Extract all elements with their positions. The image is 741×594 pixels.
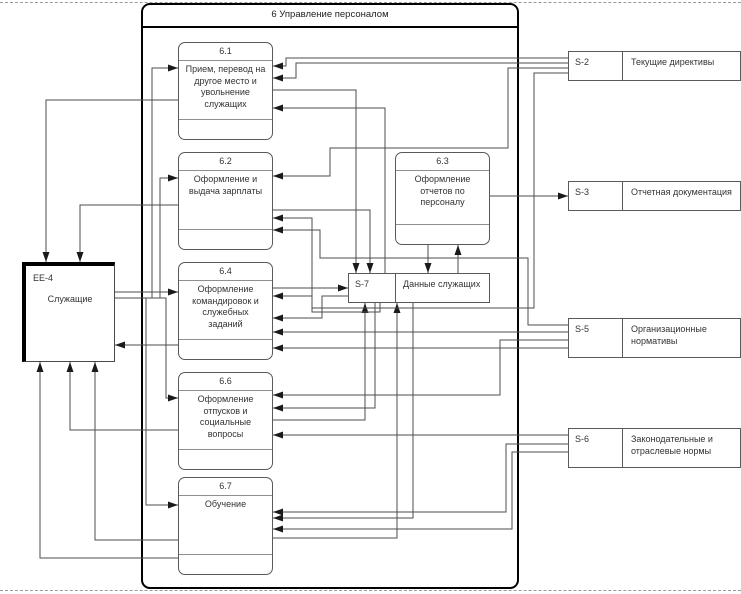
flow-line	[70, 362, 178, 430]
diagram-title: 6 Управление персоналом	[271, 9, 389, 20]
flow-line	[273, 296, 348, 318]
process-footer-band	[179, 119, 272, 139]
flow-line	[273, 444, 568, 512]
process-label: Оформление отпусков и социальные вопросы	[197, 394, 254, 440]
flow-arrowhead	[77, 252, 84, 262]
flow-line	[273, 108, 385, 273]
flow-arrowhead	[273, 526, 283, 533]
flow-line	[115, 298, 178, 505]
process-box-6.7[interactable]	[178, 477, 273, 575]
flow-line	[115, 68, 178, 298]
flow-arrowhead	[37, 362, 44, 372]
process-footer-band	[179, 449, 272, 469]
external-entity-S-3[interactable]	[568, 181, 741, 211]
flow-arrowhead	[273, 392, 283, 399]
flow-arrowhead	[353, 263, 360, 273]
process-number: 6.6	[179, 373, 272, 391]
flow-line	[273, 303, 365, 420]
entity-label: Служащие	[47, 294, 93, 304]
flow-arrowhead	[67, 362, 74, 372]
flow-line	[80, 205, 178, 262]
entity-number: EE-4	[33, 273, 54, 283]
flow-arrowhead	[425, 263, 432, 273]
flow-arrowhead	[168, 289, 178, 296]
flow-arrowhead	[273, 329, 283, 336]
data-store-S-7[interactable]	[348, 273, 490, 303]
process-number: 6.7	[179, 478, 272, 496]
flow-line	[273, 90, 356, 273]
entity-label: Организационные нормативы	[631, 324, 707, 346]
flow-line	[273, 63, 568, 78]
process-box-6.6[interactable]	[178, 372, 273, 470]
flow-arrowhead	[273, 405, 283, 412]
process-number: 6.4	[179, 263, 272, 281]
entity-number: S-5	[569, 319, 623, 357]
flow-arrowhead	[273, 432, 283, 439]
flow-arrowhead	[168, 395, 178, 402]
flow-line	[273, 303, 375, 408]
process-footer-band	[179, 554, 272, 574]
entity-number: S-6	[569, 429, 623, 467]
process-label: Оформление и выдача зарплаты	[188, 174, 263, 196]
process-box-6.4[interactable]	[178, 262, 273, 360]
external-entity-EE-4[interactable]	[22, 262, 115, 362]
flow-line	[273, 58, 568, 66]
flow-arrowhead	[273, 173, 283, 180]
flow-arrowhead	[273, 75, 283, 82]
flow-arrowhead	[558, 193, 568, 200]
process-footer-band	[179, 339, 272, 359]
entity-number: S-2	[569, 52, 623, 80]
flow-arrowhead	[338, 285, 348, 292]
flow-arrowhead	[273, 509, 283, 516]
entity-label: Отчетная документация	[631, 187, 732, 197]
flow-line	[273, 303, 413, 518]
flow-arrowhead	[115, 342, 125, 349]
flow-arrowhead	[455, 245, 462, 255]
process-number: 6.2	[179, 153, 272, 171]
flow-arrowhead	[92, 362, 99, 372]
external-entity-S-2[interactable]	[568, 51, 741, 81]
flow-arrowhead	[273, 63, 283, 70]
process-number: 6.1	[179, 43, 272, 61]
flow-arrowhead	[273, 345, 283, 352]
data-store-label: Данные служащих	[403, 279, 481, 289]
flow-arrowhead	[168, 502, 178, 509]
entity-label: Текущие директивы	[631, 57, 715, 67]
flow-arrowhead	[273, 293, 283, 300]
flow-arrowhead	[367, 263, 374, 273]
process-label: Оформление командировок и служебных заданий	[192, 284, 259, 330]
flow-arrowhead	[273, 315, 283, 322]
process-label: Прием, перевод на другое место и увольнение служащих	[185, 64, 266, 110]
flow-arrowhead	[168, 65, 178, 72]
process-number: 6.3	[396, 153, 489, 171]
flow-arrowhead	[43, 252, 50, 262]
flow-line	[115, 178, 178, 298]
external-entity-S-5[interactable]	[568, 318, 741, 358]
flow-line	[40, 362, 178, 558]
entity-number: S-3	[569, 182, 623, 210]
process-box-6.3[interactable]	[395, 152, 490, 245]
flow-arrowhead	[273, 515, 283, 522]
flow-arrowhead	[273, 227, 283, 234]
process-footer-band	[179, 229, 272, 249]
flow-arrowhead	[273, 105, 283, 112]
process-box-6.2[interactable]	[178, 152, 273, 250]
process-label: Обучение	[204, 499, 247, 509]
flow-arrowhead	[273, 215, 283, 222]
entity-label: Законодательные и отраслевые нормы	[631, 434, 713, 456]
external-entity-S-6[interactable]	[568, 428, 741, 468]
process-box-6.1[interactable]	[178, 42, 273, 140]
flow-line	[273, 452, 568, 529]
flow-arrowhead	[168, 175, 178, 182]
flow-line	[46, 100, 178, 262]
data-store-number: S-7	[349, 274, 396, 302]
process-label: Оформление отчетов по персоналу	[414, 174, 471, 208]
process-footer-band	[396, 224, 489, 244]
